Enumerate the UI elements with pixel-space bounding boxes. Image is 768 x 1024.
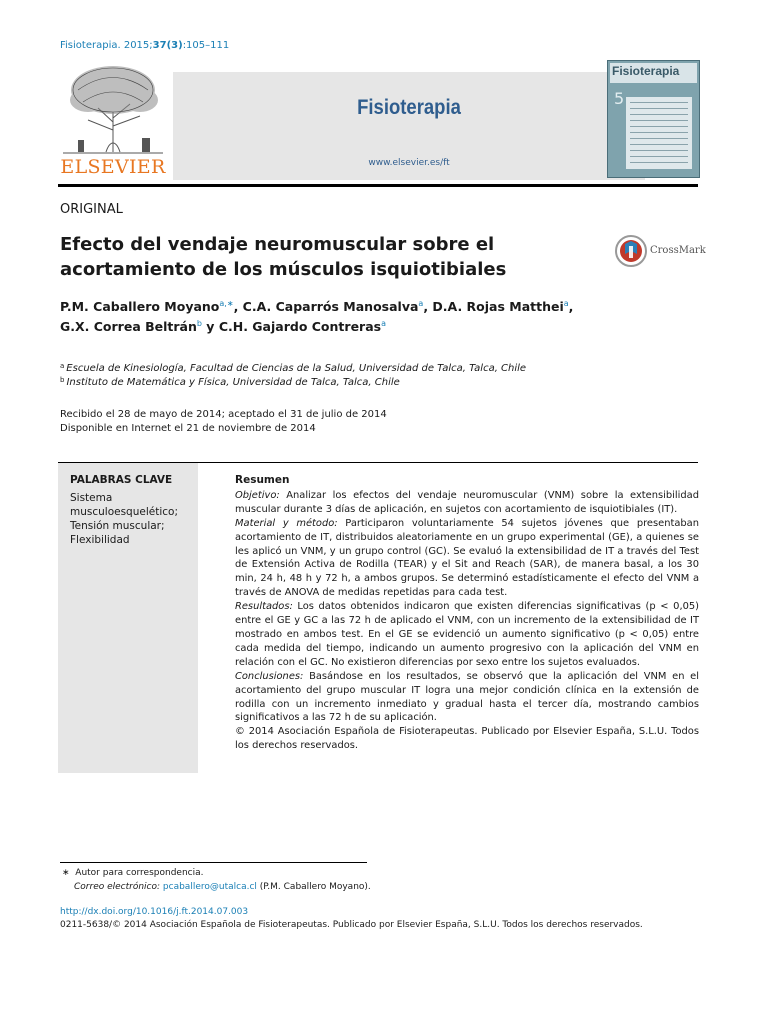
crossmark-icon [614, 234, 648, 268]
email-note: Correo electrónico: pcaballero@utalca.cl (P.M. Caballero Moyano). [74, 882, 371, 892]
author-separator: y [201, 319, 219, 334]
keywords-list [70, 491, 195, 547]
author-affiliation-mark[interactable]: b [196, 319, 202, 328]
author-name: D.A. Rojas Matthei [432, 299, 564, 314]
affiliations [60, 362, 526, 390]
abstract-results: Resultados: Los datos obtenidos indicaron que existen diferencias significativas (p < 0,05) entre el GE y GC a las 72 h de aplicado el VNM, con un incremento de la extensibilidad de IT mostrado en ambos test. En el GE se evidenció un aumento significativo (p < 0,05) entre cada medida del tiempo, indicando un aumento progresivo con la aplicación del VNM en relación con el GC. No existieron diferencias por sexo entre los sujetos evaluados. [235, 601, 699, 668]
author-list [60, 297, 710, 337]
crossmark-label: CrossMark [650, 245, 706, 256]
email-link[interactable]: pcaballero@utalca.cl [162, 882, 257, 892]
header-divider [58, 184, 698, 187]
available-date: Disponible en Internet el 21 de noviembre de 2014 [60, 423, 316, 434]
author-affiliation-mark[interactable]: a [418, 299, 424, 308]
journal-name: Fisioterapia [357, 96, 461, 119]
elsevier-tree-icon [58, 60, 168, 155]
doi-link[interactable]: http://dx.doi.org/10.1016/j.ft.2014.07.003 [60, 907, 249, 917]
author-affiliation-mark[interactable]: a [563, 299, 569, 308]
affiliation-a: $^a$ Escuela de Kinesiología, Facultad de Ciencias de la Salud, Universidad de Talca, Talca, Chile [60, 362, 527, 374]
author-separator: , [568, 299, 574, 314]
journal-masthead [58, 60, 698, 180]
author-affiliation-mark[interactable]: a,∗ [219, 299, 234, 308]
article-type: ORIGINAL [60, 202, 123, 217]
author-name: P.M. Caballero Moyano [60, 299, 220, 314]
journal-banner [173, 72, 645, 180]
cover-contents [626, 97, 692, 169]
journal-citation[interactable]: Fisioterapia. 2015;37(3):105–111 [60, 40, 230, 51]
journal-url-link[interactable]: www.elsevier.es/ft [368, 158, 450, 168]
crossmark-badge[interactable] [614, 234, 704, 270]
author-separator: , [233, 299, 243, 314]
cover-volume: 5 [614, 89, 625, 108]
received-date: Recibido el 28 de mayo de 2014; aceptado el 31 de julio de 2014 [60, 409, 387, 420]
author-separator: , [423, 299, 433, 314]
abstract-heading: Resumen [235, 474, 290, 486]
issn-copyright: 0211-5638/© 2014 Asociación Española de Fisioterapeutas. Publicado por Elsevier España, S.L.U. Todos los derechos reservados. [60, 920, 643, 930]
abstract [235, 474, 699, 753]
keywords-panel [58, 463, 198, 773]
keywords-title: PALABRAS CLAVE [70, 474, 173, 486]
author-name: C.H. Gajardo Contreras [218, 319, 382, 334]
elsevier-logo[interactable] [58, 60, 168, 180]
keyword-item: Flexibilidad [70, 534, 130, 546]
author-name: C.A. Caparrós Manosalva [242, 299, 419, 314]
corresponding-author-note: ∗ Autor para correspondencia. [62, 868, 204, 878]
article-title: Efecto del vendaje neuromuscular sobre el acortamiento de los músculos isquiotibiales [60, 234, 507, 280]
keyword-item: Sistema musculoesquelético; [70, 492, 178, 518]
elsevier-wordmark: ELSEVIER [60, 156, 166, 178]
footnote-divider [60, 862, 367, 863]
footnotes [62, 866, 371, 894]
article-dates [60, 408, 387, 436]
keyword-item: Tensión muscular; [70, 520, 165, 532]
abstract-methods: Material y método: Participaron voluntariamente 54 sujetos jóvenes que presentaban acortamiento de IT, distribuidos aleatoriamente en un grupo experimental (GE), a quienes se les aplicó un VNM, y un grupo control (GC). Se evaluó la extensibilidad de IT a través del Test de Extensión Activa de Rodilla (TEAR) y el Sit and Reach (SAR), de manera basal, a los 30 min, 24 h, 48 h y 72 h, a ambos grupos. Se determinó estadísticamente el efecto del VNM a través de ANOVA de medidas repetidas para cada test. [235, 517, 699, 599]
abstract-copyright: © 2014 Asociación Española de Fisioterapeutas. Publicado por Elsevier España, S.L.U. Todos los derechos reservados. [235, 726, 699, 752]
author-affiliation-mark[interactable]: a [381, 319, 386, 328]
abstract-conclusions: Conclusiones: Basándose en los resultados, se observó que la aplicación del VNM en el acortamiento del grupo muscular IT logra una mejor condición clínica en la extensión de rodilla con un incremento inmediato y gradual hasta el tercer día, mostrando cambios significativos a las 72 h de su aplicación. [235, 670, 699, 724]
affiliation-b: $^b$ Instituto de Matemática y Física, Universidad de Talca, Talca, Chile [60, 376, 400, 388]
author-name: G.X. Correa Beltrán [60, 319, 197, 334]
cover-title: Fisioterapia [610, 63, 697, 83]
abstract-objective: Objetivo: Analizar los efectos del vendaje neuromuscular (VNM) sobre la extensibilidad muscular durante 3 días de aplicación, en sujetos con acortamiento de isquiotibiales (IT). [235, 489, 699, 515]
journal-cover-thumbnail[interactable] [607, 60, 700, 178]
